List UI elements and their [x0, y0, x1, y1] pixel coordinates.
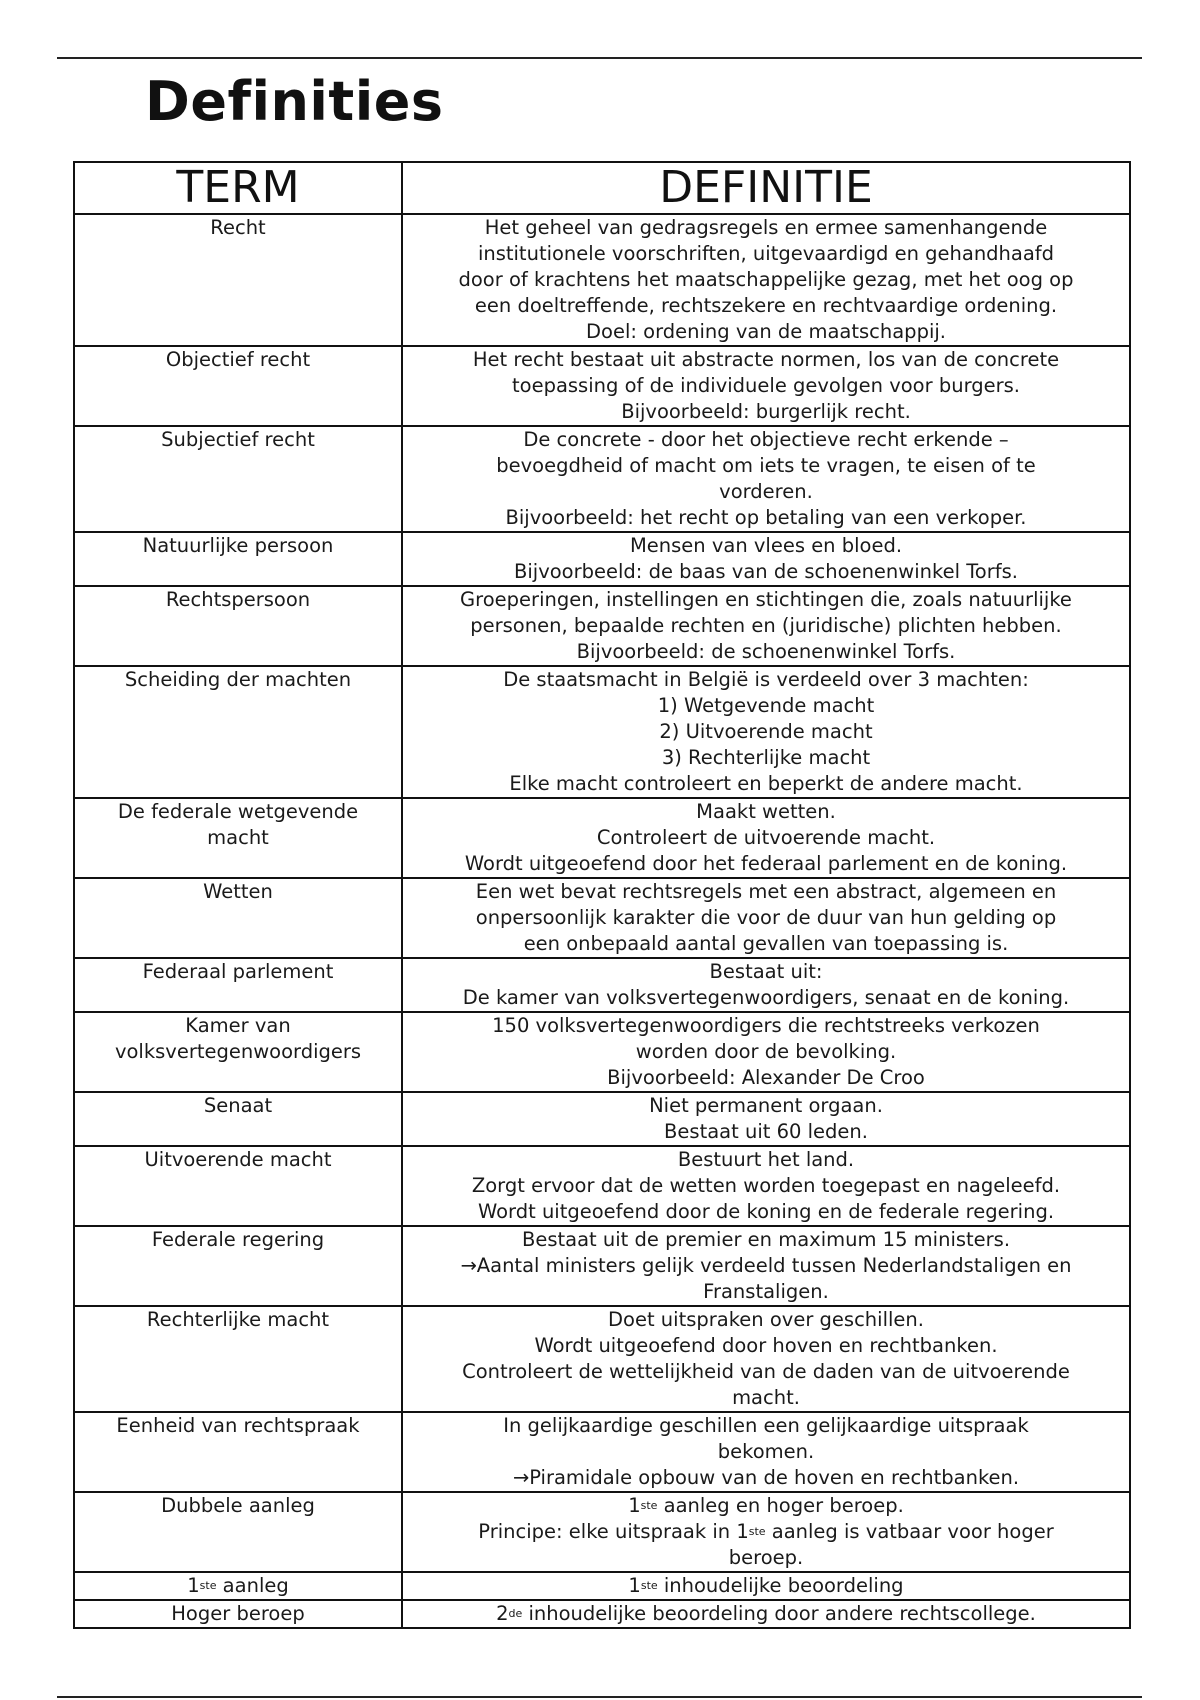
table-row	[74, 878, 1130, 958]
term-line: Eenheid van rechtspraak	[116, 1414, 360, 1437]
definition-cell	[402, 1600, 1130, 1628]
term-cell	[74, 1572, 402, 1600]
definition-line: Een wet bevat rechtsregels met een abstract, algemeen en	[475, 880, 1057, 903]
term-cell	[74, 666, 402, 798]
table-row	[74, 1146, 1130, 1226]
table-body	[74, 214, 1130, 1628]
definition-line: Elke macht controleert en beperkt de andere macht.	[509, 772, 1023, 795]
definition-line: Bijvoorbeeld: de schoenenwinkel Torfs.	[576, 640, 956, 663]
definition-line: →Aantal ministers gelijk verdeeld tussen Nederlandstaligen en	[460, 1254, 1072, 1277]
header-definition: DEFINITIE	[402, 162, 1130, 214]
term-line: Scheiding der machten	[124, 668, 352, 691]
term-line: volksvertegenwoordigers	[114, 1040, 362, 1063]
term-cell	[74, 346, 402, 426]
definition-line: Controleert de uitvoerende macht.	[596, 826, 936, 849]
definition-line: een doeltreffende, rechtszekere en rechtvaardige ordening.	[474, 294, 1058, 317]
definition-cell	[402, 798, 1130, 878]
definition-cell	[402, 1012, 1130, 1092]
term-line: Federale regering	[151, 1228, 325, 1251]
definition-line: Het recht bestaat uit abstracte normen, los van de concrete	[472, 348, 1060, 371]
definition-line: Zorgt ervoor dat de wetten worden toegepast en nageleefd.	[471, 1174, 1061, 1197]
term-line: macht	[207, 826, 269, 849]
definition-line: Doet uitspraken over geschillen.	[608, 1308, 924, 1331]
table-row	[74, 798, 1130, 878]
table-row	[74, 532, 1130, 586]
bottom-rule	[57, 1696, 1142, 1698]
table-row	[74, 1412, 1130, 1492]
term-line: Rechtspersoon	[165, 588, 311, 611]
definition-cell	[402, 1306, 1130, 1412]
table-row	[74, 586, 1130, 666]
definition-cell	[402, 1492, 1130, 1572]
top-rule	[57, 57, 1142, 59]
table-row	[74, 426, 1130, 532]
definition-cell	[402, 346, 1130, 426]
definition-line: De concrete - door het objectieve recht erkende –	[523, 428, 1009, 451]
definition-line: 150 volksvertegenwoordigers die rechtstreeks verkozen	[492, 1014, 1040, 1037]
term-line: Dubbele aanleg	[161, 1494, 315, 1517]
term-line: Natuurlijke persoon	[142, 534, 334, 557]
definition-line: Franstaligen.	[703, 1280, 829, 1303]
term-cell	[74, 426, 402, 532]
term-line: Wetten	[203, 880, 273, 903]
definition-line: vorderen.	[719, 480, 813, 503]
definition-line: Wordt uitgeoefend door het federaal parlement en de koning.	[464, 852, 1068, 875]
definition-line: Principe: elke uitspraak in 1ste aanleg is vatbaar voor hoger	[478, 1520, 1054, 1543]
term-cell	[74, 1492, 402, 1572]
term-line: Uitvoerende macht	[144, 1148, 332, 1171]
table-row	[74, 1092, 1130, 1146]
definition-line: Bestuurt het land.	[677, 1148, 855, 1171]
table-row	[74, 1600, 1130, 1628]
definition-line: De kamer van volksvertegenwoordigers, senaat en de koning.	[462, 986, 1070, 1009]
definition-line: personen, bepaalde rechten en (juridische) plichten hebben.	[470, 614, 1062, 637]
definition-line: Wordt uitgeoefend door de koning en de federale regering.	[477, 1200, 1055, 1223]
definition-cell	[402, 878, 1130, 958]
term-line: Objectief recht	[165, 348, 311, 371]
definition-line: 1) Wetgevende macht	[657, 694, 875, 717]
term-line: 1ste aanleg	[187, 1574, 289, 1597]
definition-line: Maakt wetten.	[696, 800, 836, 823]
table-row	[74, 346, 1130, 426]
definition-line: Bijvoorbeeld: het recht op betaling van een verkoper.	[505, 506, 1027, 529]
table-row	[74, 666, 1130, 798]
definition-line: 3) Rechterlijke macht	[661, 746, 871, 769]
term-line: Subjectief recht	[161, 428, 315, 451]
definition-cell	[402, 214, 1130, 346]
definition-line: Bijvoorbeeld: Alexander De Croo	[607, 1066, 925, 1089]
definition-line: Bestaat uit:	[709, 960, 823, 983]
definition-line: bevoegdheid of macht om iets te vragen, te eisen of te	[496, 454, 1036, 477]
definition-cell	[402, 1412, 1130, 1492]
term-cell	[74, 1012, 402, 1092]
definition-line: →Piramidale opbouw van de hoven en rechtbanken.	[512, 1466, 1020, 1489]
header-term: TERM	[74, 162, 402, 214]
term-cell	[74, 878, 402, 958]
definition-cell	[402, 1226, 1130, 1306]
definition-cell	[402, 1146, 1130, 1226]
definition-line: Doel: ordening van de maatschappij.	[586, 320, 946, 343]
definition-line: De staatsmacht in België is verdeeld over 3 machten:	[503, 668, 1029, 691]
term-cell	[74, 586, 402, 666]
term-cell	[74, 1306, 402, 1412]
definition-line: macht.	[732, 1386, 800, 1409]
term-line: De federale wetgevende	[117, 800, 359, 823]
definition-line: Mensen van vlees en bloed.	[629, 534, 903, 557]
page-title: Definities	[145, 70, 444, 133]
table-row	[74, 1306, 1130, 1412]
table-row	[74, 1572, 1130, 1600]
header-row	[74, 162, 1130, 214]
term-cell	[74, 1226, 402, 1306]
definition-line: 2de inhoudelijke beoordeling door andere rechtscollege.	[496, 1602, 1036, 1625]
definitions-table	[73, 161, 1131, 1629]
definition-line: Groeperingen, instellingen en stichtingen die, zoals natuurlijke	[460, 588, 1072, 611]
definition-line: bekomen.	[717, 1440, 815, 1463]
definition-line: beroep.	[728, 1546, 804, 1569]
definition-line: 1ste aanleg en hoger beroep.	[628, 1494, 904, 1517]
definition-cell	[402, 426, 1130, 532]
definition-line: Bijvoorbeeld: burgerlijk recht.	[621, 400, 911, 423]
term-cell	[74, 1412, 402, 1492]
definition-cell	[402, 1092, 1130, 1146]
term-cell	[74, 1092, 402, 1146]
term-cell	[74, 214, 402, 346]
table-row	[74, 1226, 1130, 1306]
definition-line: toepassing of de individuele gevolgen voor burgers.	[512, 374, 1020, 397]
term-line: Kamer van	[185, 1014, 291, 1037]
definition-line: 2) Uitvoerende macht	[659, 720, 873, 743]
term-line: Hoger beroep	[171, 1602, 305, 1625]
definition-line: worden door de bevolking.	[635, 1040, 897, 1063]
definition-line: institutionele voorschriften, uitgevaardigd en gehandhaafd	[477, 242, 1055, 265]
term-line: Senaat	[203, 1094, 273, 1117]
term-line: Federaal parlement	[142, 960, 334, 983]
term-cell	[74, 1600, 402, 1628]
term-cell	[74, 532, 402, 586]
definition-line: een onbepaald aantal gevallen van toepassing is.	[523, 932, 1009, 955]
definition-cell	[402, 532, 1130, 586]
table-row	[74, 1012, 1130, 1092]
term-cell	[74, 1146, 402, 1226]
definition-line: Bijvoorbeeld: de baas van de schoenenwinkel Torfs.	[514, 560, 1018, 583]
definition-line: Niet permanent orgaan.	[649, 1094, 883, 1117]
table-row	[74, 214, 1130, 346]
term-line: Rechterlijke macht	[146, 1308, 330, 1331]
term-cell	[74, 798, 402, 878]
definition-cell	[402, 1572, 1130, 1600]
definition-line: Het geheel van gedragsregels en ermee samenhangende	[484, 216, 1048, 239]
table-row	[74, 1492, 1130, 1572]
term-line: Recht	[210, 216, 266, 239]
definition-line: Bestaat uit de premier en maximum 15 ministers.	[521, 1228, 1011, 1251]
definition-line: Bestaat uit 60 leden.	[664, 1120, 868, 1143]
definition-line: Controleert de wettelijkheid van de daden van de uitvoerende	[462, 1360, 1070, 1383]
table-row	[74, 958, 1130, 1012]
definition-line: Wordt uitgeoefend door hoven en rechtbanken.	[534, 1334, 998, 1357]
definition-line: 1ste inhoudelijke beoordeling	[628, 1574, 904, 1597]
definition-line: onpersoonlijk karakter die voor de duur van hun gelding op	[475, 906, 1057, 929]
definition-cell	[402, 958, 1130, 1012]
definition-line: In gelijkaardige geschillen een gelijkaardige uitspraak	[503, 1414, 1029, 1437]
definition-cell	[402, 666, 1130, 798]
term-cell	[74, 958, 402, 1012]
definition-cell	[402, 586, 1130, 666]
definition-line: door of krachtens het maatschappelijke gezag, met het oog op	[458, 268, 1074, 291]
